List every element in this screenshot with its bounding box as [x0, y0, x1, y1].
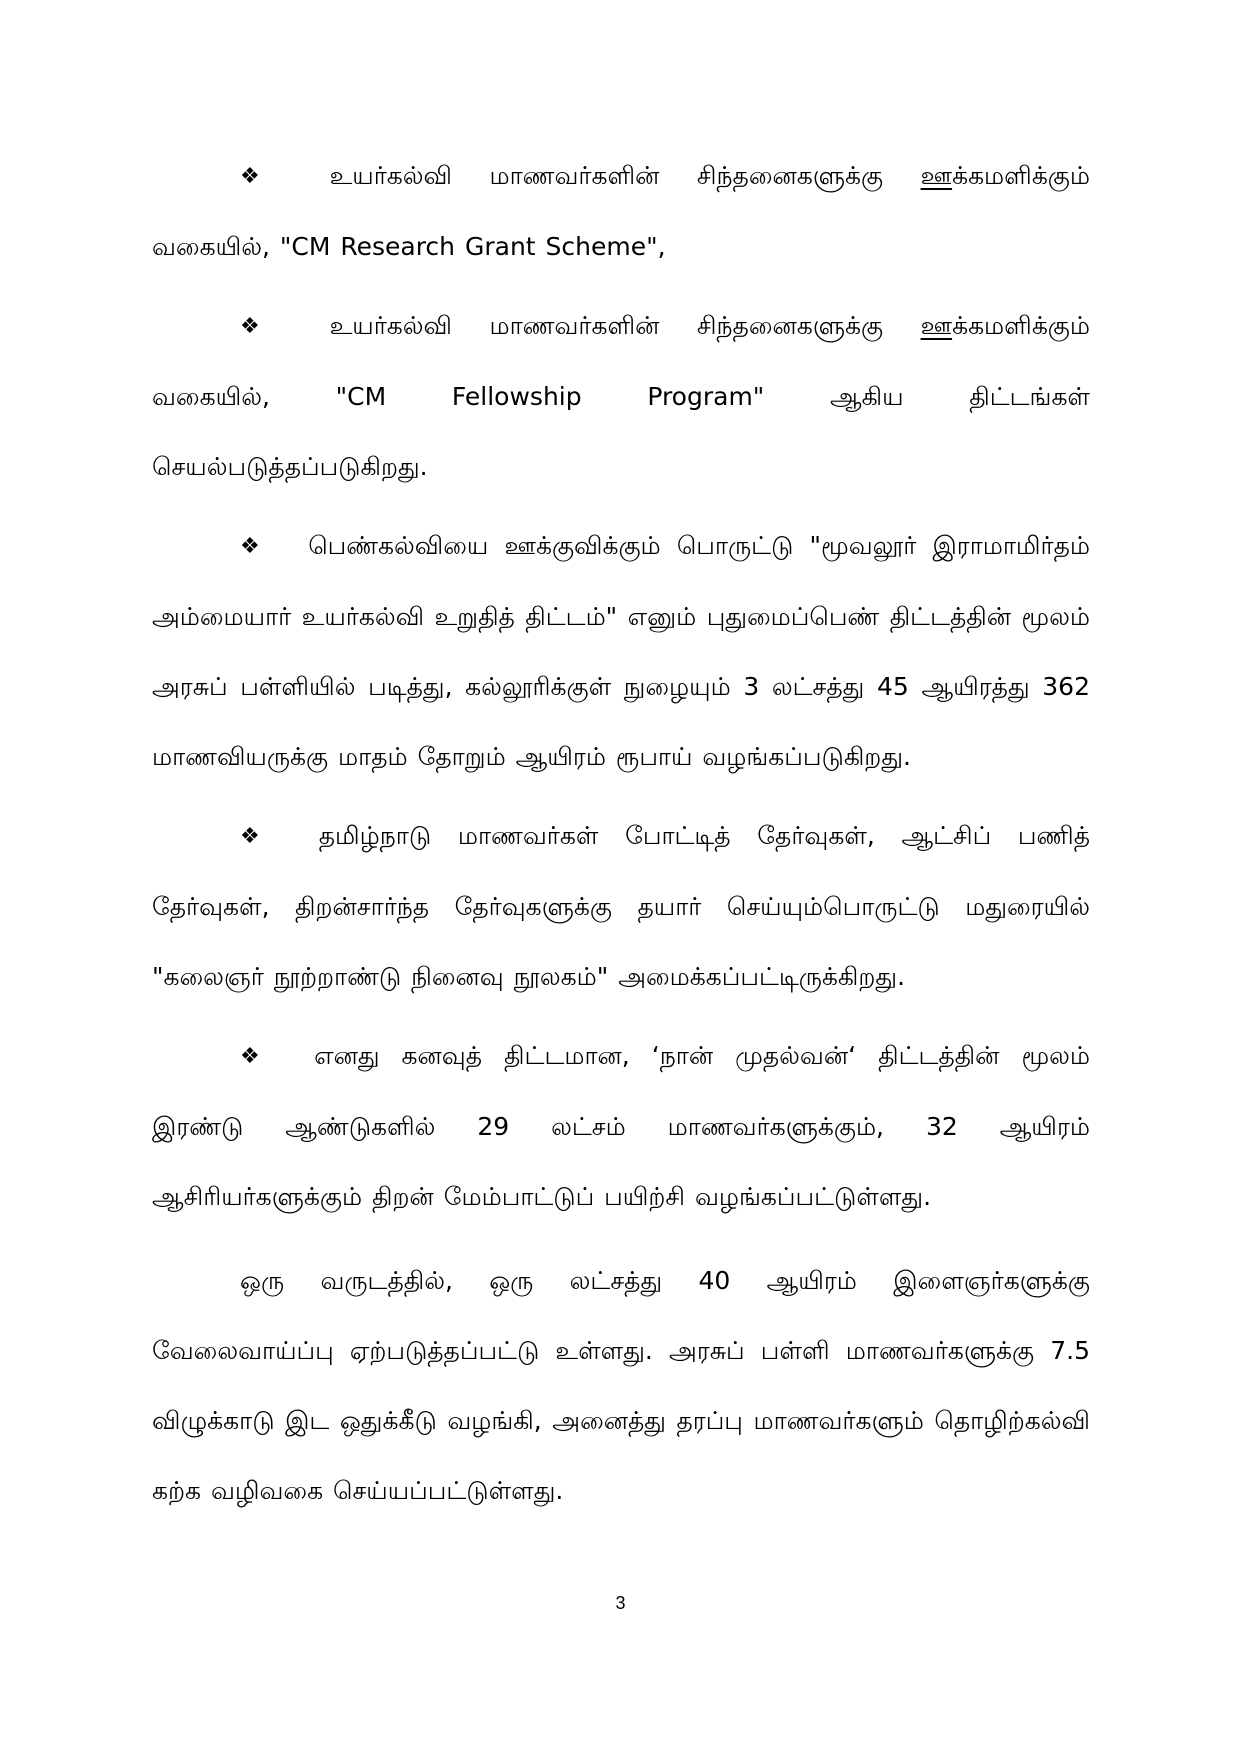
bullet-paragraph-naan-mudhalvan [152, 1021, 1090, 1232]
bullet-diamond-icon: ❖ [240, 824, 258, 849]
paragraph-employment [152, 1246, 1090, 1526]
paragraph-text: உயர்கல்வி மாணவர்களின் சிந்தனைகளுக்கு [329, 161, 921, 190]
paragraph-text: எனது கனவுத் திட்டமான, ‘நான் முதல்வன்‘ திட்டத்தின் மூலம் இரண்டு ஆண்டுகளில் 29 லட்சம் மாணவர்களுக்கும், 32 ஆயிரம் ஆசிரியர்களுக்கும் திறன் மேம்பாட்டுப் பயிற்சி வழங்கப்பட்டுள்ளது. [152, 1041, 1090, 1211]
paragraph-text: உயர்கல்வி மாணவர்களின் சிந்தனைகளுக்கு [329, 311, 921, 340]
page-number: 3 [615, 1593, 626, 1613]
paragraph-text: பெண்கல்வியை ஊக்குவிக்கும் பொருட்டு "மூவலூர் இராமாமிர்தம் அம்மையார் உயர்கல்வி உறுதித் திட்டம்" எனும் புதுமைப்பெண் திட்டத்தின் மூலம் அரசுப் பள்ளியில் படித்து, கல்லூரிக்குள் நுழையும் 3 லட்சத்து 45 ஆயிரத்து 362 மாணவியருக்கு மாதம் தோறும் ஆயிரம் ரூபாய் வழங்கப்படுகிறது. [152, 531, 1091, 771]
bullet-paragraph-pudhumai-penn [152, 511, 1090, 792]
paragraph-text: க்கமளிக்கும் வகையில், "CM Fellowship Program" ஆகிய திட்டங்கள் செயல்படுத்தப்படுகிறது. [152, 311, 1090, 481]
bullet-diamond-icon: ❖ [240, 314, 258, 339]
bullet-paragraph-cm-research-grant [152, 141, 1090, 282]
page-body [152, 141, 1090, 1535]
paragraph-text: ஒரு வருடத்தில், ஒரு லட்சத்து 40 ஆயிரம் இளைஞர்களுக்கு வேலைவாய்ப்பு ஏற்படுத்தப்பட்டு உள்ளது. அரசுப் பள்ளி மாணவர்களுக்கு 7.5 விழுக்காடு இட ஒதுக்கீடு வழங்கி, அனைத்து தரப்பு மாணவர்களும் தொழிற்கல்வி கற்க வழிவகை செய்யப்பட்டுள்ளது. [152, 1266, 1090, 1505]
bullet-diamond-icon: ❖ [240, 1044, 258, 1069]
paragraph-text: க்கமளிக்கும் வகையில், "CM Research Grant Scheme", [152, 161, 1090, 261]
bullet-diamond-icon: ❖ [240, 164, 258, 189]
underlined-text: ஊ [920, 161, 953, 190]
bullet-paragraph-kalaignar-library [152, 801, 1090, 1012]
paragraph-text: தமிழ்நாடு மாணவர்கள் போட்டித் தேர்வுகள், ஆட்சிப் பணித் தேர்வுகள், திறன்சார்ந்த தேர்வுகளுக்கு தயார் செய்யும்பொருட்டு மதுரையில் "கலைஞர் நூற்றாண்டு நினைவு நூலகம்" அமைக்கப்பட்டிருக்கிறது. [152, 821, 1090, 991]
bullet-diamond-icon: ❖ [240, 534, 258, 559]
underlined-text: ஊ [920, 311, 953, 340]
bullet-paragraph-cm-fellowship [152, 291, 1090, 502]
